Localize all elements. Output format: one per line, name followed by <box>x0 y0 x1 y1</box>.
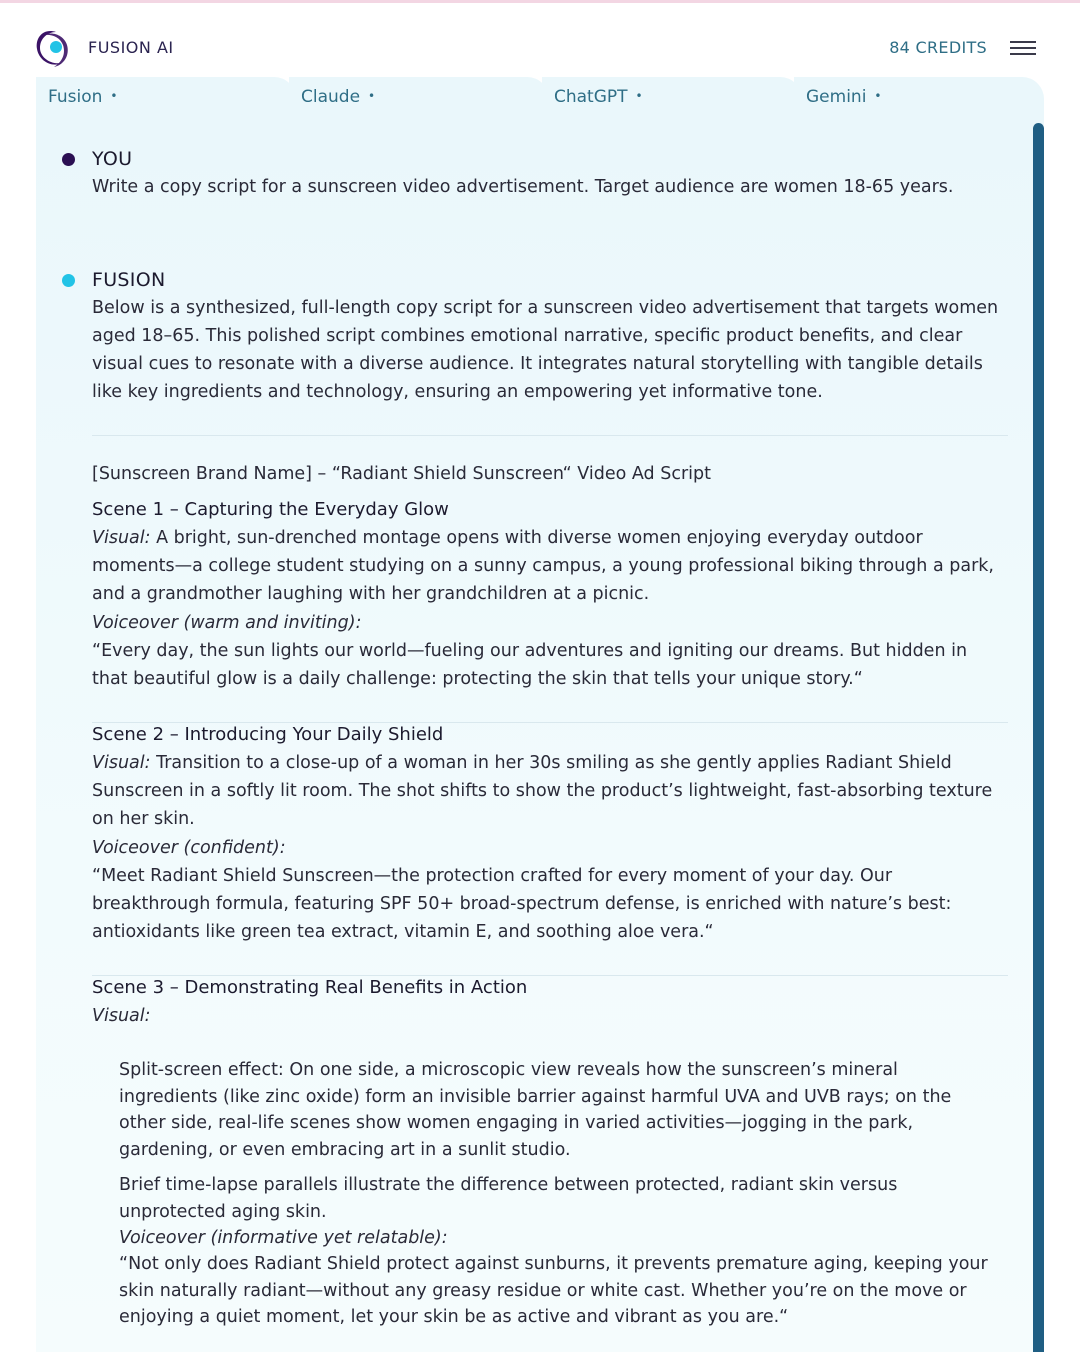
scene3-voiceover-label: Voiceover (informative yet relatable): <box>119 1228 448 1248</box>
scene1-heading: Scene 1 – Capturing the Everyday Glow <box>92 499 449 520</box>
tab-claude[interactable] <box>289 77 549 121</box>
scene1-visual <box>92 524 1004 608</box>
user-role-label: YOU <box>92 148 133 170</box>
tab-label: Fusion <box>48 87 103 107</box>
tab-label: Gemini <box>806 87 867 107</box>
scene2-visual <box>92 749 1004 833</box>
tab-dot: • <box>635 89 643 103</box>
scene3-point-1: Split-screen effect: On one side, a microscopic view reveals how the sunscreen’s mineral ingredients (like zinc oxide) form an invisible barrier against harmful UVA and UVB rays; on the other side, real-life scenes show women engaging in varied activities—jogging in the park, gardening, or even embracing art in a sunlit studio. <box>119 1060 952 1160</box>
user-avatar-dot <box>62 153 75 166</box>
scene2-voiceover-label: Voiceover (confident): <box>92 838 286 858</box>
divider <box>92 435 1008 436</box>
script-title: [Sunscreen Brand Name] – “Radiant Shield Sunscreen“ Video Ad Script <box>92 464 711 484</box>
scene1-visual-text: A bright, sun-drenched montage opens with diverse women enjoying everyday outdoor moments—a college student studying on a sunny campus, a young professional biking through a park, and a grandmother laughing with her grandchildren at a picnic. <box>92 528 994 604</box>
scene3-voiceover-text: “Not only does Radiant Shield protect against sunburns, it prevents premature aging, keeping your skin naturally radiant—without any greasy residue or white cast. Whether you’re on the move or enjoying a quiet moment, let your skin be as active and vibrant as you are.“ <box>119 1254 988 1327</box>
fusion-logo-icon[interactable] <box>34 27 72 69</box>
scene2-visual-label: Visual: <box>92 753 151 773</box>
tab-fusion[interactable] <box>36 77 296 121</box>
fusion-role-label: FUSION <box>92 269 166 291</box>
tab-label: Claude <box>301 87 361 107</box>
chat-panel[interactable] <box>36 121 1044 1352</box>
tab-chatgpt[interactable] <box>542 77 802 121</box>
model-tabs <box>36 77 1044 121</box>
fusion-intro-text: Below is a synthesized, full-length copy script for a sunscreen video advertisement that targets women aged 18–65. This polished script combines emotional narrative, specific product benefits, and clear visual cues to resonate with a diverse audience. It integrates natural storytelling with tangible details like key ingredients and technology, ensuring an empowering yet informative tone. <box>92 298 999 402</box>
user-message-text: Write a copy script for a sunscreen video advertisement. Target audience are women 18-65 years. <box>92 177 954 197</box>
tab-dot: • <box>368 89 376 103</box>
scene2-heading: Scene 2 – Introducing Your Daily Shield <box>92 724 444 745</box>
tab-label: ChatGPT <box>554 87 628 107</box>
scene1-voiceover-text: “Every day, the sun lights our world—fueling our adventures and igniting our dreams. But hidden in that beautiful glow is a daily challenge: protecting the skin that tells your unique story.“ <box>92 641 968 689</box>
scene1-visual-label: Visual: <box>92 528 151 548</box>
scene3-visual-label: Visual: <box>92 1006 151 1026</box>
hamburger-menu-icon[interactable] <box>1010 41 1036 55</box>
scene3-point-2: Brief time-lapse parallels illustrate the difference between protected, radiant skin versus unprotected aging skin. <box>119 1175 898 1222</box>
scene1-voiceover-label: Voiceover (warm and inviting): <box>92 613 362 633</box>
credits-counter[interactable]: 84 CREDITS <box>889 38 987 57</box>
tab-gemini[interactable] <box>794 77 1044 121</box>
scene2-visual-text: Transition to a close-up of a woman in her 30s smiling as she gently applies Radiant Shield Sunscreen in a softly lit room. The shot shifts to show the product’s lightweight, fast-absorbing texture on her skin. <box>92 753 993 829</box>
brand-name: FUSION AI <box>88 38 174 57</box>
scene2-voiceover-text: “Meet Radiant Shield Sunscreen—the protection crafted for every moment of your day. Our breakthrough formula, featuring SPF 50+ broad-spectrum defense, is enriched with nature’s best: antioxidants like green tea extract, vitamin E, and soothing aloe vera.“ <box>92 866 952 942</box>
scene3-heading: Scene 3 – Demonstrating Real Benefits in Action <box>92 977 528 998</box>
tab-dot: • <box>874 89 882 103</box>
app-header <box>0 0 1080 78</box>
tab-dot: • <box>110 89 118 103</box>
chat-scrollbar[interactable] <box>1033 123 1044 1352</box>
fusion-avatar-dot <box>62 274 75 287</box>
